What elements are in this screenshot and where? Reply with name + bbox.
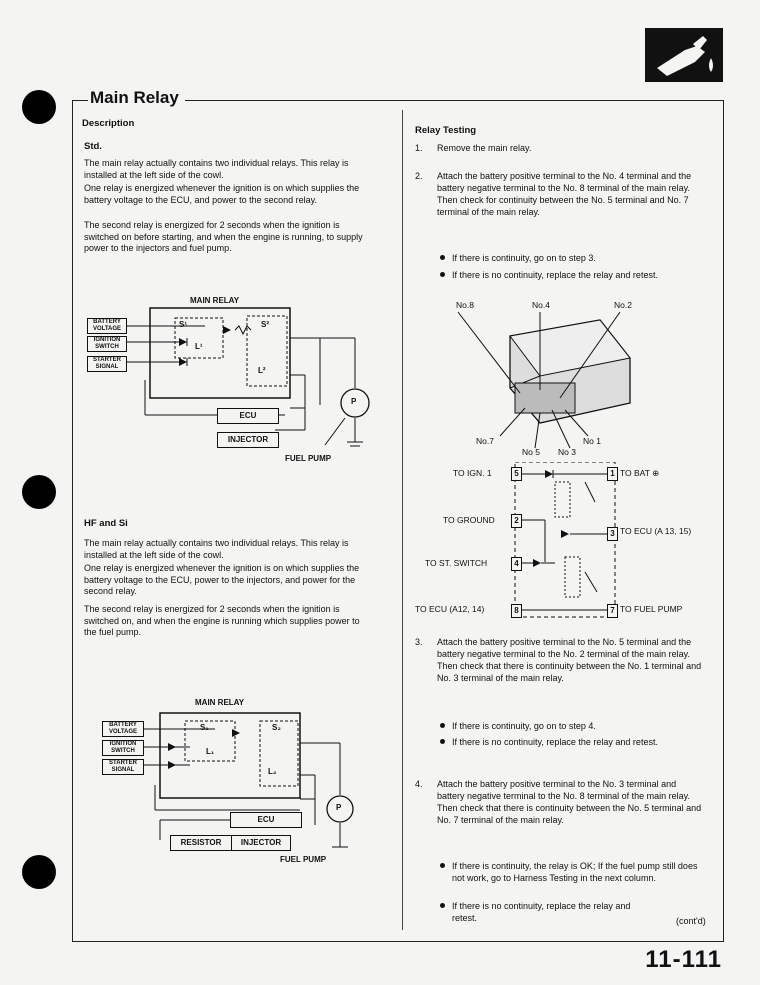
hf-resistor-box: RESISTOR (170, 835, 232, 851)
relay-pin-diagram (440, 298, 690, 458)
std-ignition-switch-label: IGNITION SWITCH (87, 336, 127, 352)
step-4-bullet-text: If there is no continuity, replace the relay and retest. (452, 901, 631, 923)
terminal-2: 2 (511, 514, 522, 528)
pin-label-no2: No.2 (614, 300, 632, 310)
hf-paragraph-1: The main relay actually contains two individual relays. This relay is installed at the left side of the cowl. (84, 538, 349, 560)
step-4-text: Attach the battery positive terminal to the No. 3 terminal and battery negative terminal to the No. 8 terminal of the main relay. Then check that there is continuity between the No. 5 terminal and No. 7 terminal of the main relay. (437, 779, 702, 825)
to-fuel-pump-label: TO FUEL PUMP (620, 604, 683, 614)
terminal-3: 3 (607, 527, 618, 541)
step-3 (415, 636, 705, 706)
pin-label-no1: No 1 (583, 436, 601, 446)
continued-label: (cont'd) (676, 916, 706, 926)
hf-heading: HF and Si (84, 518, 128, 529)
pin-label-no3: No 3 (558, 447, 576, 457)
terminal-4: 4 (511, 557, 522, 571)
step-1 (415, 142, 705, 156)
hf-main-relay-diagram (100, 695, 390, 870)
relay-testing-heading: Relay Testing (415, 125, 477, 136)
hf-s1-label: S₁ (200, 723, 209, 732)
to-ground-label: TO GROUND (443, 515, 495, 525)
step-2 (415, 170, 705, 240)
hf-fuel-pump-label: FUEL PUMP (280, 855, 327, 864)
binder-hole (22, 855, 56, 889)
to-st-switch-label: TO ST. SWITCH (425, 558, 488, 568)
page-number: 11-111 (645, 946, 722, 973)
std-s2-label: S² (261, 320, 269, 329)
pin-label-no8: No.8 (456, 300, 474, 310)
hf-l2-label: L₂ (268, 767, 277, 776)
std-injector-box: INJECTOR (217, 432, 279, 448)
to-bat-label: TO BAT ⊕ (620, 468, 660, 478)
hf-fuel-pump-p-label: P (336, 803, 342, 812)
step-4-number: 4. (415, 779, 423, 789)
hf-ignition-switch-label: IGNITION SWITCH (102, 740, 144, 756)
binder-hole (22, 475, 56, 509)
hf-injector-box: INJECTOR (231, 835, 291, 851)
std-l2-label: L² (258, 366, 266, 375)
step-3-bullet-text: If there is continuity, go on to step 4. (452, 721, 596, 731)
frame-left-rule (72, 100, 73, 942)
terminal-7: 7 (607, 604, 618, 618)
hf-battery-voltage-label: BATTERY VOLTAGE (102, 721, 144, 737)
std-paragraph-2: One relay is energized whenever the ignition is on which supplies the battery voltage to the ECU, and power to the second relay. (84, 183, 360, 205)
to-ign-label: TO IGN. 1 (453, 468, 492, 478)
terminal-8: 8 (511, 604, 522, 618)
step-1-number: 1. (415, 143, 423, 153)
std-l1-label: L¹ (195, 342, 203, 351)
step-4-bullet-text: If there is continuity, the relay is OK; If the fuel pump still does not work, go to Harness Testing in the next column. (452, 861, 698, 883)
step-4 (415, 778, 705, 848)
std-main-relay-label: MAIN RELAY (190, 296, 240, 305)
hf-paragraph-3: The second relay is energized for 2 seconds when the ignition is switched on, and when the engine is running which supplies power to the fuel pump. (84, 604, 360, 637)
hf-main-relay-label: MAIN RELAY (195, 698, 245, 707)
std-paragraph-1: The main relay actually contains two individual relays. This relay is installed at the left side of the cowl. (84, 158, 349, 180)
pin-label-no5: No 5 (522, 447, 540, 457)
page-title: Main Relay (88, 88, 185, 108)
frame-bottom-rule (72, 941, 724, 942)
step-3-number: 3. (415, 637, 423, 647)
step-3-text: Attach the battery positive terminal to the No. 5 terminal and the battery negative terminal to the No. 2 terminal of the main relay. Then check that there is continuity between the No. 1 terminal and No. 3 terminal of the main relay. (437, 637, 702, 683)
step-2-bullet-text: If there is continuity, go on to step 3. (452, 253, 596, 263)
std-starter-signal-label: STARTER SIGNAL (87, 356, 127, 372)
std-ecu-box: ECU (217, 408, 279, 424)
terminal-5: 5 (511, 467, 522, 481)
std-battery-voltage-label: BATTERY VOLTAGE (87, 318, 127, 334)
description-heading: Description (82, 118, 135, 129)
to-ecu-a12-label: TO ECU (A12, 14) (415, 604, 485, 614)
std-fuel-pump-p-label: P (351, 397, 357, 406)
hf-ecu-box: ECU (230, 812, 302, 828)
relay-terminal-schematic (415, 462, 715, 620)
hf-l1-label: L₁ (206, 747, 215, 756)
step-2-number: 2. (415, 171, 423, 181)
binder-hole (22, 90, 56, 124)
to-ecu-a13-label: TO ECU (A 13, 15) (620, 526, 692, 536)
std-heading: Std. (84, 141, 102, 152)
pin-label-no7: No.7 (476, 436, 494, 446)
column-divider (402, 110, 403, 930)
step-2-bullet-text: If there is no continuity, replace the relay and retest. (452, 270, 658, 280)
std-s1-label: S¹ (179, 320, 187, 329)
frame-right-rule (723, 100, 724, 942)
terminal-1: 1 (607, 467, 618, 481)
step-2-text: Attach the battery positive terminal to the No. 4 terminal and the battery negative terminal to the No. 8 terminal of the main relay. Then check for continuity between the No. 5 terminal and No. 7 terminal of the main relay. (437, 171, 692, 217)
std-main-relay-diagram (85, 290, 385, 470)
fuel-nozzle-icon (645, 28, 723, 82)
hf-paragraph-2: One relay is energized whenever the ignition is on which supplies the battery voltage to the ECU, power to the injectors, and power for the second relay. (84, 563, 360, 596)
step-1-text: Remove the main relay. (437, 143, 532, 153)
hf-starter-signal-label: STARTER SIGNAL (102, 759, 144, 775)
std-paragraph-3: The second relay is energized for 2 seconds when the ignition is switched on before starting, and when the engine is running, to supply power to the injectors and fuel pump. (84, 220, 363, 253)
hf-s2-label: S₂ (272, 723, 281, 732)
step-3-bullet-text: If there is no continuity, replace the relay and retest. (452, 737, 658, 747)
pin-label-no4: No.4 (532, 300, 550, 310)
std-fuel-pump-label: FUEL PUMP (285, 454, 332, 463)
